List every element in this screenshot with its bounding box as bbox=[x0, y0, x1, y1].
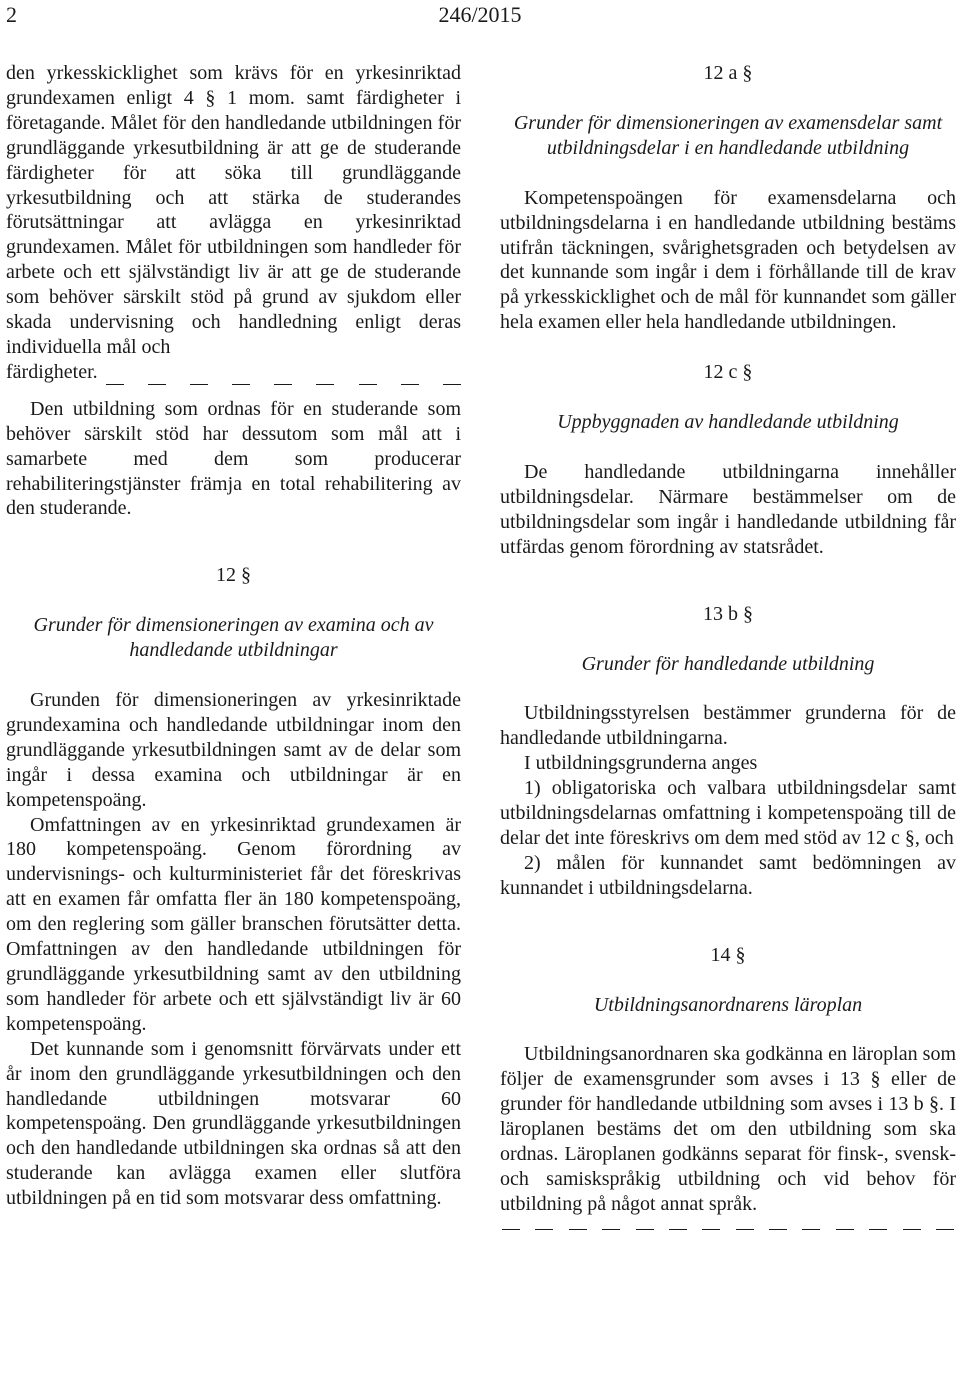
section-number: 12 § bbox=[216, 564, 251, 587]
paragraph: Det kunnande som i genomsnitt förvärvats under ett år inom den grundläggande yrkesutbildningen och den handledande utbildningen motsvarar 60 kompetenspoäng. Den grundläggande yrkesutbildningen och den handledande utbildningen ska ordnas så att den studerande kan avlägga examen eller slutföra utbildningen på en tid som motsvarar dess omfattning. bbox=[6, 1037, 461, 1210]
page-header bbox=[0, 0, 960, 30]
intro-paragraph-tail: färdigheter. bbox=[6, 360, 98, 383]
paragraph: Den utbildning som ordnas för en studerande som behöver särskilt stöd har dessutom som mål att i samarbete med dem som producerar rehabiliteringstjänster främja en total rehabilitering av den studerande. bbox=[6, 397, 461, 520]
publication-number: 246/2015 bbox=[438, 2, 522, 27]
paragraph: Omfattningen av en yrkesinriktad grundexamen är 180 kompetenspoäng. Genom förordning av undervisnings- och kulturministeriet får det föreskrivas att en examen får omfatta fler än 180 kompetenspoäng, om den reglering som gäller branschen förutsätter detta. Omfattningen av den handledande utbildningen för grundläggande yrkesutbildning samt av den utbildning som handleder för arbete och ett självständigt liv är 60 kompetenspoäng. bbox=[6, 813, 461, 1035]
paragraph: Utbildningsanordnaren ska godkänna en läroplan som följer de examensgrunder som avses i 13 § eller de grunder för handledande utbildning som avses i 13 b §. I läroplanen bestäms det om den utbildning som ska ordnas. Läroplanen godkänns separat för finsk-, svensk- och samiskspråkig utbildning och vid behov för utbildning på något annat språk. bbox=[500, 1043, 956, 1215]
right-column bbox=[500, 61, 956, 1230]
section-number: 13 b § bbox=[703, 602, 753, 625]
omission-dashes bbox=[106, 372, 461, 385]
paragraph: Kompetenspoängen för examensdelarna och utbildningsdelarna i en handledande utbildning bestäms utifrån täckningen, svårighetsgraden och betydelsen av det kunnande som ingår i dem i förhållande till de krav på yrkesskicklighet och de mål för kunnandet som gäller hela examen eller hela handledande utbildningen. bbox=[500, 186, 956, 334]
intro-paragraph: den yrkesskicklighet som krävs för en yrkesinriktad grundexamen enligt 4 § 1 mom. samt färdigheter i företagande. Målet för den handledande utbildningen för grundläggande yrkesutbildning är att ge de studerande färdigheter för att söka till grundläggande yrkesutbildning och att stärka de studerandes förutsättningar att avlägga en yrkesinriktad grundexamen. Målet för utbildningen som handleder för arbete och ett självständigt liv är att ge de studerande som behöver särskilt stöd på grund av sjukdom eller skada undervisning och handledning enligt deras individuella mål och bbox=[6, 62, 461, 358]
paragraph: I utbildningsgrunderna anges bbox=[524, 752, 758, 775]
section-title: Uppbyggnaden av handledande utbildning bbox=[557, 411, 899, 434]
intro-tail-row bbox=[6, 360, 461, 385]
left-column bbox=[6, 61, 461, 1211]
section-number: 12 c § bbox=[703, 361, 753, 384]
omission-dashes bbox=[500, 1217, 956, 1230]
section-title: Utbildningsanordnarens läroplan bbox=[593, 993, 863, 1016]
page-number: 2 bbox=[6, 2, 17, 27]
section-title: Grunder för dimensioneringen av examensdelar samt utbildningsdelar i en handledande utbildning bbox=[513, 111, 943, 159]
paragraph: Grunden för dimensioneringen av yrkesinriktade grundexamina och handledande utbildningar inom den grundläggande yrkesutbildningen samt av de delar som ingår i dessa examina och utbildningar är en kompetenspoäng. bbox=[6, 689, 461, 811]
section-title: Grunder för handledande utbildning bbox=[581, 652, 875, 675]
paragraph: De handledande utbildningarna innehåller utbildningsdelar. Närmare bestämmelser om de utbildningsdelar som ingår i handledande utbildning får utfärdas genom förordning av statsrådet. bbox=[500, 460, 956, 558]
section-number: 12 a § bbox=[703, 62, 753, 84]
paragraph: Utbildningsstyrelsen bestämmer grunderna för de handledande utbildningarna. bbox=[500, 702, 956, 750]
list-item: 2) målen för kunnandet samt bedömningen av kunnandet i utbildningsdelarna. bbox=[500, 851, 956, 899]
section-title: Grunder för dimensioneringen av examina och av handledande utbildningar bbox=[33, 614, 434, 662]
section-number: 14 § bbox=[710, 943, 746, 966]
list-item: 1) obligatoriska och valbara utbildningsdelar samt utbildningsdelarnas omfattning i kompetenspoäng till de delar det inte föreskrivs om dem med stöd av 12 c §, och bbox=[500, 777, 956, 849]
